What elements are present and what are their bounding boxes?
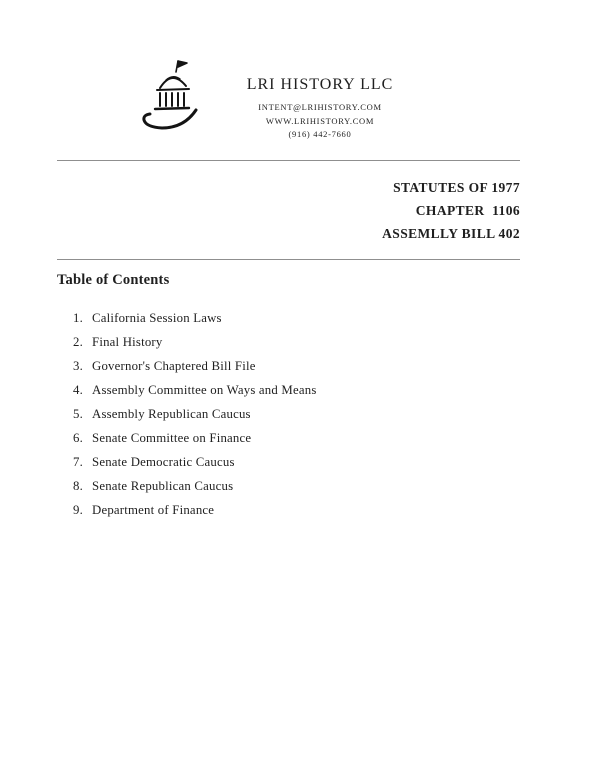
- toc-item: [57, 426, 317, 450]
- letterhead: [136, 56, 418, 148]
- chapter-line: CHAPTER 1106: [415, 203, 520, 218]
- toc-item: [57, 378, 317, 402]
- assembly-bill-line: ASSEMLLY BILL 402: [382, 226, 520, 241]
- toc-item-number: 5.: [73, 406, 83, 421]
- toc-item-label: Governor's Chaptered Bill File: [92, 358, 256, 373]
- toc-item-number: 7.: [73, 454, 83, 469]
- toc-item-label: Final History: [92, 334, 163, 349]
- divider-top: [57, 160, 520, 161]
- toc-item-label: Senate Republican Caucus: [92, 478, 234, 493]
- toc-item-number: 3.: [73, 358, 83, 373]
- toc-item: [57, 330, 317, 354]
- toc-item-number: 2.: [73, 334, 83, 349]
- toc-item-label: Assembly Republican Caucus: [92, 406, 251, 421]
- toc-list: [57, 306, 317, 522]
- toc-item: [57, 450, 317, 474]
- toc-item: [57, 474, 317, 498]
- statutes-line: STATUTES OF 1977: [393, 180, 520, 195]
- document-reference: [382, 176, 520, 245]
- toc-item-label: Senate Democratic Caucus: [92, 454, 235, 469]
- toc-item-number: 9.: [73, 502, 83, 517]
- company-phone: (916) 442-7660: [288, 129, 352, 139]
- toc-item: [57, 402, 317, 426]
- company-email: INTENT@LRIHISTORY.COM: [258, 102, 382, 112]
- toc-item-label: Senate Committee on Finance: [92, 430, 252, 445]
- toc-title: Table of Contents: [57, 272, 170, 288]
- divider-bottom: [57, 259, 520, 260]
- toc-item: [57, 498, 317, 522]
- letterhead-text: [222, 76, 418, 142]
- company-name: LRI HISTORY LLC: [246, 76, 394, 93]
- toc-item-number: 8.: [73, 478, 83, 493]
- toc-item: [57, 306, 317, 330]
- toc-item: [57, 354, 317, 378]
- toc-item-number: 1.: [73, 310, 83, 325]
- toc-item-number: 4.: [73, 382, 83, 397]
- toc-item-number: 6.: [73, 430, 83, 445]
- toc-item-label: Assembly Committee on Ways and Means: [92, 382, 317, 397]
- toc-item-label: California Session Laws: [92, 310, 222, 325]
- toc-item-label: Department of Finance: [92, 502, 215, 517]
- capitol-building-logo-icon: [136, 56, 208, 148]
- company-website: WWW.LRIHISTORY.COM: [265, 115, 375, 126]
